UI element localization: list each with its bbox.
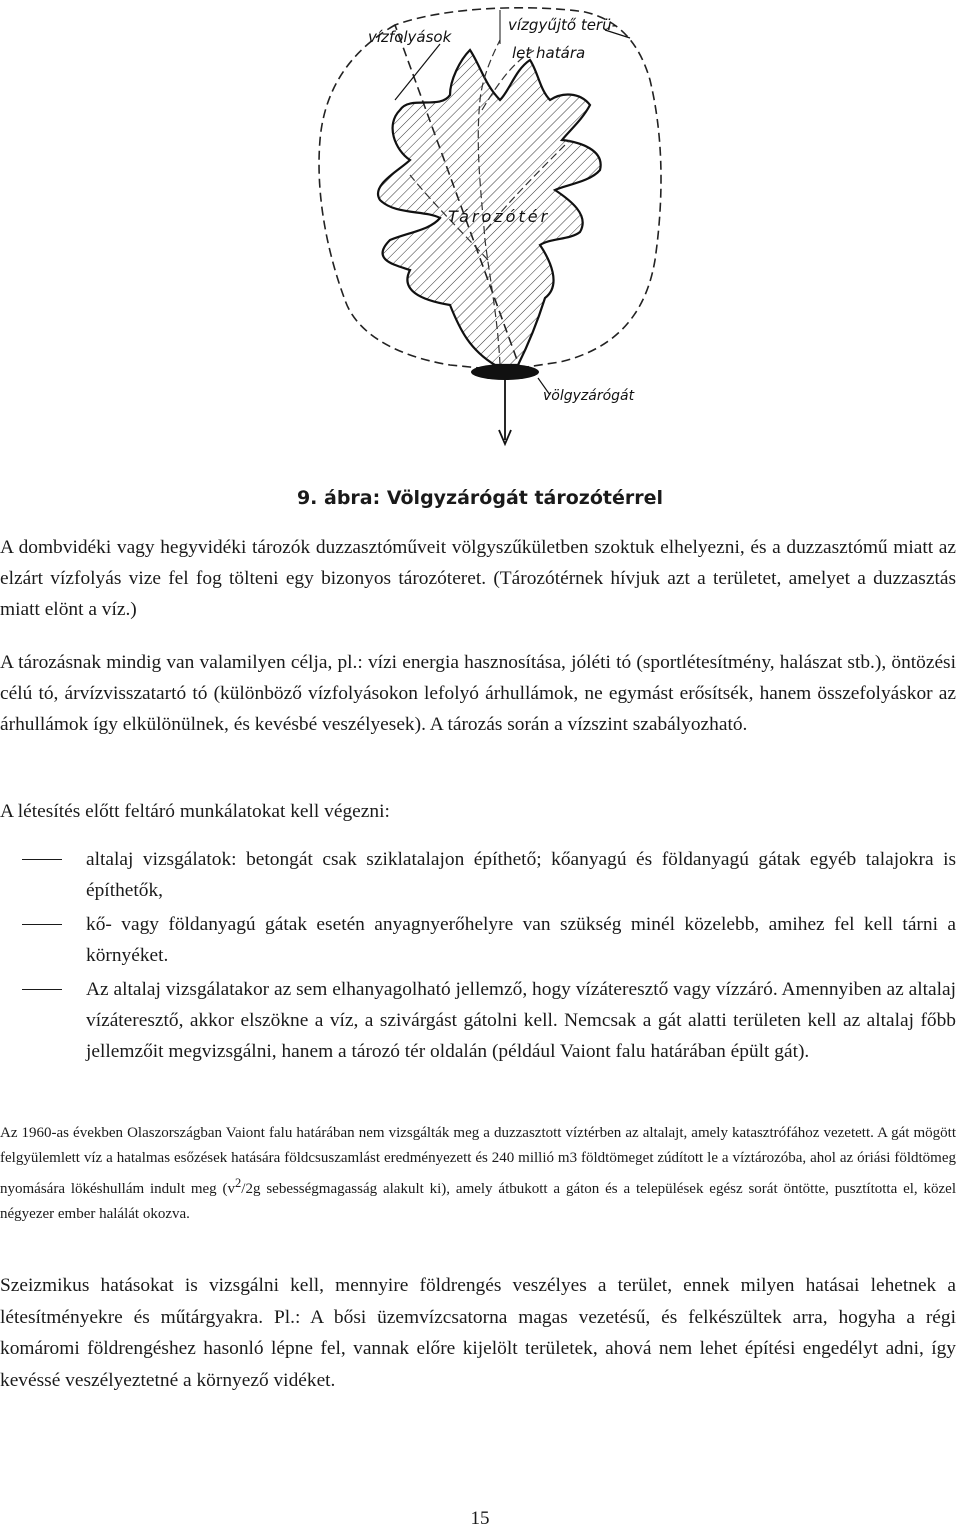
- label-catchment-2: let határa: [512, 44, 586, 62]
- note-text-1: Az 1960-as években Olaszországban Vaiont falu határában nem vizsgálták meg a duzzasztott víztérben az altalajt, amely katasztrófához vezetett. A gát mögött felgyülemlett víz a hatalmas esőzések hatására földcsuszamlást eredményezett és 240 millió m3 földtömeget zúdított le a víztározóba, ahol az óriási földtömeg nyomására lökéshullám indult meg (v: [0, 1125, 956, 1197]
- paragraph-4: Szeizmikus hatásokat is vizsgálni kell, mennyire földrengés veszélyes a terület, ennek milyen hatásai lehetnek a létesítményekre és műtárgyakra. Pl.: A bősi üzemvízcsatorna magas vezetésű, és felkészültek arra, hogyha a régi komáromi földrengéshez hasonló lépne fel, vannak előre kijelölt területek, ahová nem lehet építési engedélyt adni, így kevéssé veszélyeztetné a környező vidéket.: [0, 1275, 956, 1391]
- vaiont-note: [0, 1121, 956, 1227]
- list-item-text: altalaj vizsgálatok: betongát csak sziklatalajon építhető; kőanyagú és földanyagú gátak egyéb talajokra is építhetők,: [86, 849, 956, 901]
- dash-bullet: [22, 989, 62, 990]
- label-streams: vízfolyások: [368, 28, 452, 46]
- reservoir-figure: [300, 0, 680, 460]
- figure-caption: 9. ábra: Völgyzárógát tározótérrel: [296, 487, 664, 509]
- dash-bullet: [22, 859, 62, 860]
- label-catchment-1: vízgyűjtő terü-: [508, 16, 618, 34]
- list-item: [0, 974, 956, 1067]
- list-item-text: Az altalaj vizsgálatakor az sem elhanyagolható jellemző, hogy vízáteresztő vagy vízzáró. Amennyiben az altalaj vízáteresztő, akkor elszökne a víz, a szivárgást gátolni kell. Nemcsak a gát alatti területen kell az altalaj főbb jellemzőit megvizsgálni, hanem a tározó tér oldalán (például Vaiont falu határában épült gát).: [86, 979, 956, 1062]
- dash-bullet: [22, 924, 62, 925]
- reservoir-diagram: [300, 0, 680, 460]
- label-dam: völgyzárógát: [543, 388, 635, 404]
- list-item: [0, 844, 956, 906]
- dam-shape: [471, 364, 539, 380]
- paragraph-2: A tározásnak mindig van valamilyen célja, pl.: vízi energia hasznosítása, jóléti tó (sportlétesítmény, halászat stb.), öntözési célú tó, árvízvisszatartó tó (különböző vízfolyásokon lefolyó árhullámok, ne egymást erősítsék, hanem összefolyáskor az árhullámok így elkülönülnek, és kevésbé veszélyesek). A tározás során a vízszint szabályozható.: [0, 652, 956, 735]
- exploration-list: [0, 844, 956, 1067]
- page-number: 15: [470, 1508, 490, 1529]
- paragraph-1: A dombvidéki vagy hegyvidéki tározók duzzasztóműveit völgyszűkületben szoktuk elhelyezni, és a duzzasztómű miatt az elzárt vízfolyás vize fel fog tölteni egy bizonyos tározóteret. (Tározótérnek hívjuk azt a területet, amelyet a duzzasztás miatt elönt a víz.): [0, 537, 956, 620]
- list-item: [0, 909, 956, 971]
- outflow-arrow: [499, 380, 511, 444]
- paragraph-3: A létesítés előtt feltáró munkálatokat kell végezni:: [0, 801, 390, 822]
- note-text-2: /2g sebességmagasság alakult ki), amely átbukott a gáton és a települések egész sorát öntötte, pusztította el, közel négyezer ember halálát okozva.: [0, 1181, 957, 1222]
- list-item-text: kő- vagy földanyagú gátak esetén anyagnyerőhelyre van szükség minél közelebb, amihez fel kell tárni a környéket.: [86, 914, 956, 966]
- note-superscript: 2: [235, 1176, 242, 1190]
- label-reservoir: Tározótér: [448, 207, 551, 226]
